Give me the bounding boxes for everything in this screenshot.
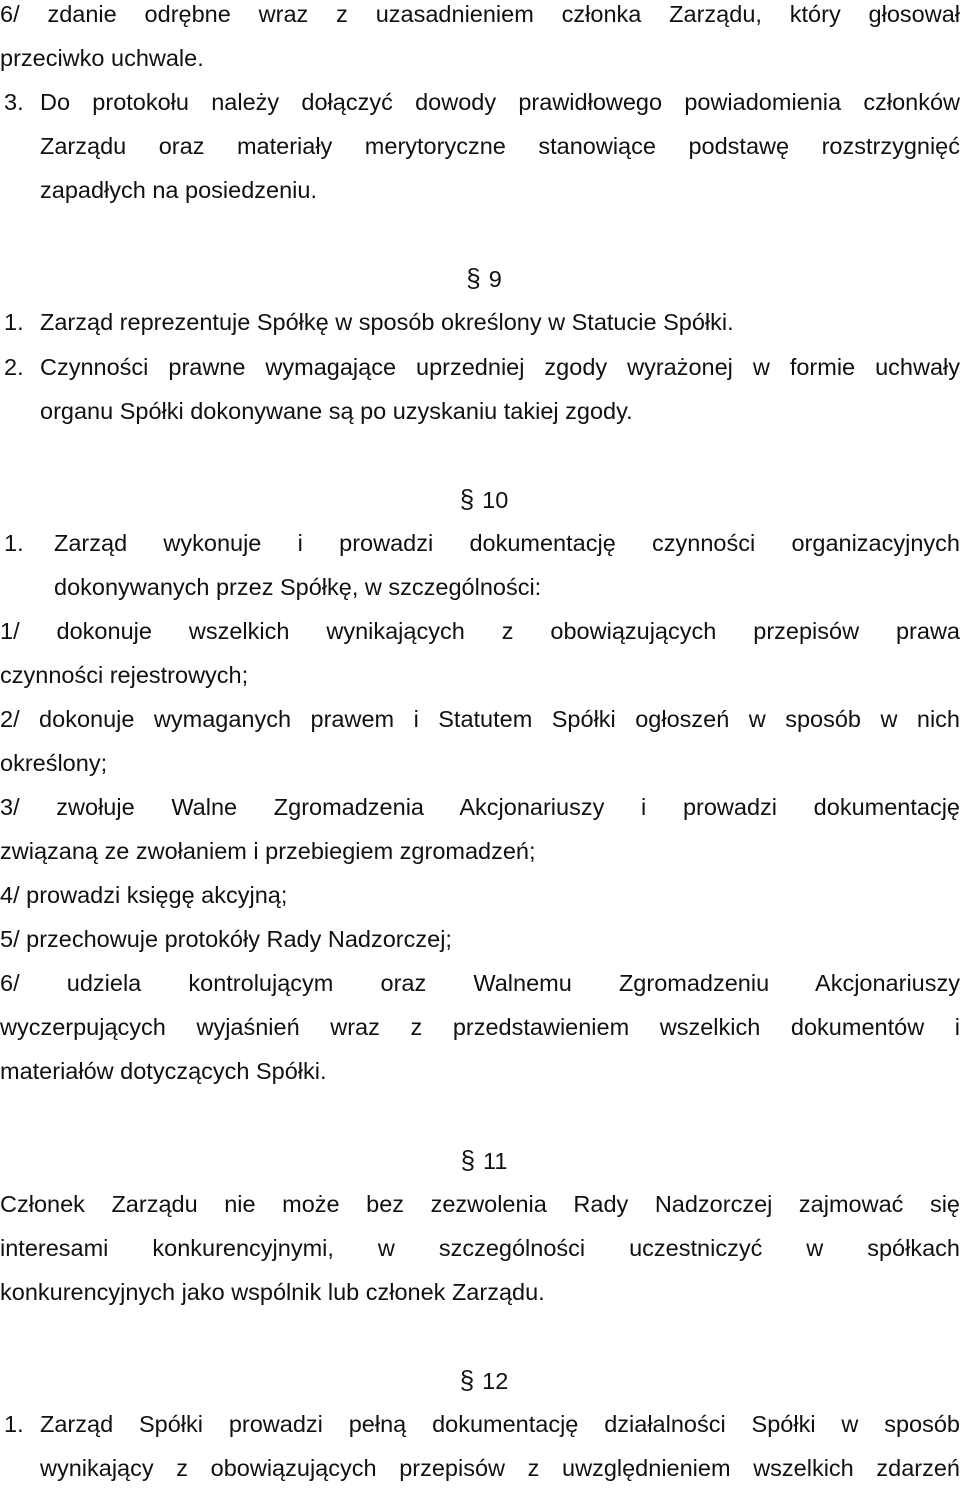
text-line: interesami konkurencyjnymi, w szczególności uczestniczyć w spółkach	[0, 1235, 960, 1261]
text-line: Zarząd wykonuje i prowadzi dokumentację czynności organizacyjnych	[54, 530, 960, 556]
text-line: Członek Zarządu nie może bez zezwolenia Rady Nadzorczej zajmować się	[0, 1191, 960, 1217]
text-line: przeciwko uchwale.	[0, 45, 204, 71]
paragraph-number: 1.	[4, 1411, 24, 1437]
text-line: Zarządu oraz materiały merytoryczne stanowiące podstawę rozstrzygnięć	[40, 133, 960, 159]
paragraph-number: 2.	[4, 354, 24, 380]
paragraph-1	[0, 300, 960, 344]
text-line: organu Spółki dokonywane są po uzyskaniu takiej zgody.	[40, 398, 633, 424]
list-item: 6/ udziela kontrolującym oraz Walnemu Zgromadzeniu Akcjonariuszy	[0, 970, 960, 996]
section-heading-10	[0, 477, 960, 521]
text-line: wyczerpujących wyjaśnień wraz z przedstawieniem wszelkich dokumentów i	[0, 1014, 960, 1040]
section-number: 11	[483, 1148, 508, 1174]
text-line: czynności rejestrowych;	[0, 662, 249, 688]
paragraph-2	[0, 345, 960, 389]
section-symbol: §	[466, 263, 481, 293]
section-number: 12	[482, 1368, 509, 1394]
text-line: Zarząd Spółki prowadzi pełną dokumentację działalności Spółki w sposób	[40, 1411, 960, 1437]
text-line: wynikający z obowiązujących przepisów z uwzględnieniem wszelkich zdarzeń	[40, 1455, 960, 1481]
paragraph-3	[0, 80, 960, 124]
text-line: związaną ze zwołaniem i przebiegiem zgromadzeń;	[0, 838, 536, 864]
section-heading-12	[0, 1358, 960, 1402]
paragraph-number: 3.	[4, 89, 24, 115]
text-line: określony;	[0, 750, 108, 776]
text-line: Czynności prawne wymagające uprzedniej zgody wyrażonej w formie uchwały	[40, 354, 960, 380]
text-line: Zarząd reprezentuje Spółkę w sposób określony w Statucie Spółki.	[40, 309, 734, 335]
paragraph-1	[0, 521, 960, 565]
section-number: 9	[488, 266, 502, 292]
text-line: konkurencyjnych jako wspólnik lub członek Zarządu.	[0, 1279, 545, 1305]
section-symbol: §	[460, 1145, 476, 1175]
section-heading-11	[0, 1138, 960, 1182]
text-line: Do protokołu należy dołączyć dowody prawidłowego powiadomienia członków	[40, 89, 960, 115]
list-item: 1/ dokonuje wszelkich wynikających z obowiązujących przepisów prawa	[0, 618, 960, 644]
paragraph-1	[0, 1402, 960, 1446]
text-line: dokonywanych przez Spółkę, w szczególności:	[54, 574, 542, 600]
list-item: 4/ prowadzi księgę akcyjną;	[0, 882, 288, 908]
text-line: 6/ zdanie odrębne wraz z uzasadnieniem członka Zarządu, który głosował	[0, 1, 960, 27]
section-heading-9	[0, 256, 960, 300]
paragraph-number: 1.	[4, 530, 24, 556]
list-item: 5/ przechowuje protokóły Rady Nadzorczej;	[0, 926, 452, 952]
text-line: zapadłych na posiedzeniu.	[40, 177, 317, 203]
text-line: materiałów dotyczących Spółki.	[0, 1058, 327, 1084]
section-symbol: §	[459, 1365, 475, 1395]
list-item: 3/ zwołuje Walne Zgromadzenia Akcjonariuszy i prowadzi dokumentację	[0, 794, 960, 820]
list-item: 2/ dokonuje wymaganych prawem i Statutem Spółki ogłoszeń w sposób w nich	[0, 706, 960, 732]
section-number: 10	[482, 487, 509, 513]
section-symbol: §	[459, 484, 475, 514]
paragraph-number: 1.	[4, 309, 24, 335]
